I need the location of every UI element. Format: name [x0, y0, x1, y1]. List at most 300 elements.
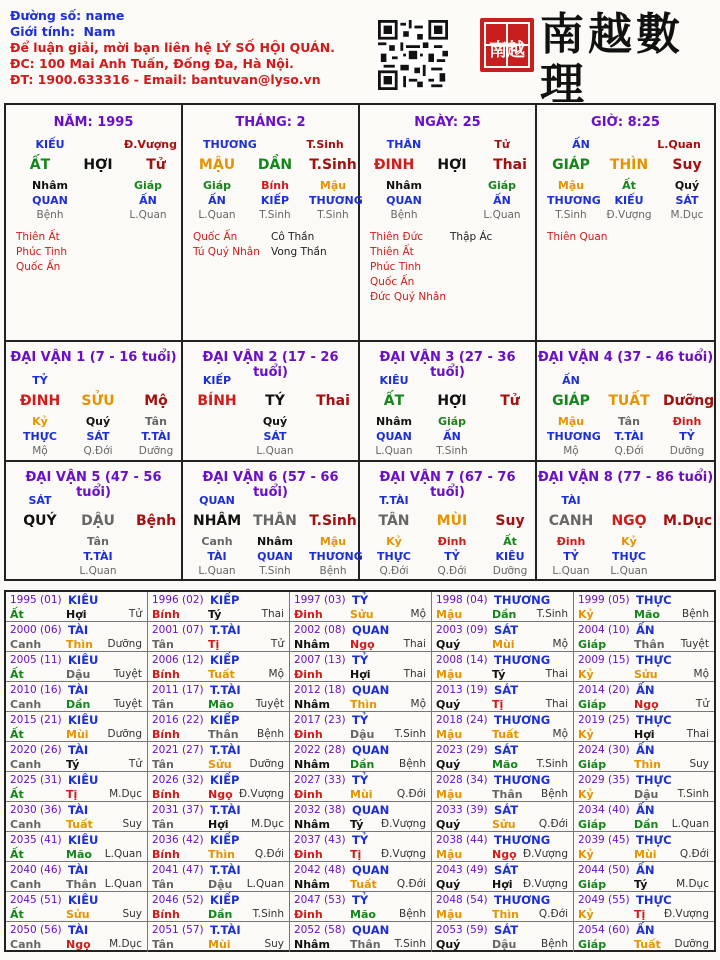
year-cell: [290, 862, 432, 892]
cell-token: Q.Đới: [379, 565, 409, 577]
year-label: 2011 (17): [152, 684, 204, 696]
year-phase: M.Dục: [109, 938, 142, 950]
cell-token: Quý: [85, 415, 111, 428]
year-phase: Đ.Vượng: [238, 788, 284, 800]
cell-token: T.Sinh: [309, 513, 357, 529]
pillar-cell: [360, 105, 537, 342]
cell-token: ẤN: [139, 194, 157, 207]
year-cell: [574, 682, 714, 712]
special-star: Thiên Quan: [547, 231, 608, 243]
dai-van-cell: [183, 342, 360, 462]
year-label: 1999 (05): [578, 594, 630, 606]
year-phase: Q.Đới: [679, 848, 709, 860]
year-stem: Canh: [10, 818, 42, 831]
cell-token: Dưỡng: [669, 445, 705, 457]
cell-token: T.Sinh: [259, 209, 291, 221]
year-star: SÁT: [494, 863, 519, 877]
cell-token: Tử: [500, 393, 520, 409]
year-star: TÀI: [68, 683, 89, 697]
dai-van-cell: [6, 342, 183, 462]
dai-van-star: T.TÀI: [379, 494, 409, 507]
cell-token: M.Dục: [670, 209, 704, 221]
year-branch: Mão: [66, 848, 92, 861]
year-branch: Sửu: [492, 818, 516, 831]
cell-token: KIẾP: [260, 194, 290, 207]
year-star: T.TÀI: [210, 623, 241, 637]
year-stem: Bính: [152, 608, 180, 621]
special-star: Thiên Ất: [370, 246, 414, 258]
cell-token: Mộ: [32, 445, 48, 457]
cell-token: SÁT: [86, 430, 110, 443]
year-cell: [574, 802, 714, 832]
year-branch: Dần: [66, 698, 91, 711]
dai-van-cell: [537, 342, 714, 462]
year-phase: Bệnh: [399, 758, 426, 770]
year-branch: Dậu: [492, 938, 517, 951]
year-phase: M.Dục: [109, 788, 142, 800]
dai-van-title: ĐẠI VẬN 5 (47 - 56 tuổi): [25, 470, 162, 500]
dai-van-title: ĐẠI VẬN 2 (17 - 26 tuổi): [202, 350, 339, 380]
year-branch: Tuất: [492, 728, 519, 741]
year-star: THỰC: [636, 893, 672, 907]
year-cell: [432, 892, 574, 922]
year-branch: Tý: [634, 878, 648, 891]
year-branch: Dậu: [350, 728, 375, 741]
year-star: ẤN: [636, 683, 655, 697]
year-stem: Ất: [10, 788, 24, 801]
cell-token: Thai: [316, 393, 350, 409]
year-stem: Giáp: [578, 638, 607, 651]
cell-token: Q.Đới: [437, 565, 467, 577]
year-label: 2014 (20): [578, 684, 630, 696]
year-phase: T.Sinh: [394, 938, 426, 950]
year-branch: Dần: [634, 818, 659, 831]
year-cell: [6, 712, 148, 742]
cell-token: Suy: [495, 513, 525, 529]
year-star: QUAN: [352, 923, 390, 937]
year-stem: Bính: [152, 728, 180, 741]
cell-token: GIÁP: [552, 157, 590, 173]
year-label: 2023 (29): [436, 744, 488, 756]
year-cell: [432, 802, 574, 832]
gender-label: Giới tính:: [10, 24, 75, 39]
year-phase: Mộ: [552, 638, 568, 650]
year-cell: [574, 742, 714, 772]
year-stem: Canh: [10, 698, 42, 711]
year-label: 2048 (54): [436, 894, 488, 906]
cell-token: THƯƠNG: [547, 194, 601, 207]
year-label: 2052 (58): [294, 924, 346, 936]
year-phase: L.Quan: [104, 878, 142, 890]
year-label: 2004 (10): [578, 624, 630, 636]
year-star: THỰC: [636, 593, 672, 607]
year-stem: Kỷ: [578, 728, 594, 741]
year-star: THƯƠNG: [494, 833, 551, 847]
cell-token: THỰC: [612, 550, 646, 563]
year-branch: Dần: [492, 608, 517, 621]
year-star: QUAN: [352, 803, 390, 817]
year-cell: [148, 862, 290, 892]
year-branch: Tị: [66, 788, 78, 801]
cell-token: Kỷ: [621, 535, 637, 548]
year-label: 2022 (28): [294, 744, 346, 756]
year-star: T.TÀI: [210, 683, 241, 697]
year-branch: Thân: [492, 788, 523, 801]
pillar-title: THÁNG: 2: [235, 115, 306, 130]
year-stem: Đinh: [294, 668, 323, 681]
special-star: Đức Quý Nhân: [370, 291, 446, 303]
year-phase: Suy: [122, 818, 142, 830]
year-stem: Nhâm: [294, 638, 330, 651]
cell-token: TÀI: [207, 550, 227, 563]
year-label: 2045 (51): [10, 894, 62, 906]
year-label: 2005 (11): [10, 654, 62, 666]
cell-token: Bệnh: [319, 565, 347, 577]
year-phase: Thai: [261, 608, 284, 620]
cell-token: THỰC: [23, 430, 57, 443]
pillar-cell: [183, 105, 363, 342]
year-cell: [290, 922, 432, 952]
year-cell: [432, 682, 574, 712]
cell-token: QUAN: [257, 550, 293, 563]
cell-token: T.TÀI: [614, 430, 644, 443]
year-stem: Mậu: [436, 908, 463, 921]
special-star: Quốc Ấn: [16, 261, 61, 273]
cell-token: L.Quan: [375, 445, 413, 457]
year-cell: [290, 682, 432, 712]
cell-token: L.Quan: [610, 565, 648, 577]
dai-van-cell: [183, 462, 363, 579]
year-star: KIÊU: [68, 593, 99, 607]
cell-token: T.Sinh: [309, 157, 357, 173]
year-label: 2003 (09): [436, 624, 488, 636]
cell-token: Dưỡng: [138, 445, 174, 457]
year-phase: Bệnh: [399, 908, 426, 920]
year-label: 2043 (49): [436, 864, 488, 876]
year-label: 2001 (07): [152, 624, 204, 636]
year-stem: Bính: [152, 788, 180, 801]
year-branch: Mùi: [208, 938, 231, 951]
year-star: KIÊU: [68, 833, 99, 847]
cell-token: TỶ: [563, 550, 579, 563]
year-star: TÀI: [68, 803, 89, 817]
cell-token: ẤN: [572, 138, 590, 151]
cell-token: Thai: [493, 157, 527, 173]
year-label: 1996 (02): [152, 594, 204, 606]
cell-token: T.TÀI: [141, 430, 171, 443]
cell-token: HỢI: [83, 157, 113, 173]
year-stem: Mậu: [436, 728, 463, 741]
year-label: 1997 (03): [294, 594, 346, 606]
year-phase: Tử: [270, 638, 284, 650]
year-stem: Canh: [10, 938, 42, 951]
year-star: ẤN: [636, 923, 655, 937]
year-label: 2000 (06): [10, 624, 62, 636]
special-star: Thiên Ất: [16, 231, 60, 243]
year-star: THƯƠNG: [494, 593, 551, 607]
year-label: 2032 (38): [294, 804, 346, 816]
cell-token: ĐINH: [373, 157, 415, 173]
dai-van-star: QUAN: [199, 494, 235, 507]
cell-token: KIẾU: [35, 138, 65, 151]
year-phase: Dưỡng: [107, 728, 142, 740]
gender-value: Nam: [83, 24, 116, 39]
cell-token: ẤT: [383, 393, 405, 409]
special-stars-col1: [370, 230, 446, 305]
cell-token: Tân: [618, 415, 640, 428]
cell-token: TÂN: [378, 513, 410, 529]
year-star: TỶ: [352, 893, 369, 907]
address-line: ĐC: 100 Mai Anh Tuấn, Đống Đa, Hà Nội.: [10, 56, 294, 71]
year-phase: Mộ: [410, 608, 426, 620]
year-label: 2031 (37): [152, 804, 204, 816]
cell-token: ẤT: [29, 157, 51, 173]
cell-token: THÂN: [253, 513, 297, 529]
year-label: 2037 (43): [294, 834, 346, 846]
year-stem: Quý: [436, 698, 461, 711]
year-star: KIÊU: [68, 713, 99, 727]
year-branch: Thìn: [208, 848, 235, 861]
year-stem: Nhâm: [294, 878, 330, 891]
year-phase: T.Sinh: [536, 608, 568, 620]
special-star: Vong Thần: [271, 246, 327, 258]
cell-token: Giáp: [133, 179, 163, 192]
year-phase: L.Quan: [104, 848, 142, 860]
year-cell: [148, 802, 290, 832]
year-star: SÁT: [494, 623, 519, 637]
cell-token: NGỌ: [611, 513, 647, 529]
year-cell: [432, 862, 574, 892]
pillar-title: NGÀY: 25: [414, 115, 481, 130]
year-cell: [148, 682, 290, 712]
year-label: 2002 (08): [294, 624, 346, 636]
year-star: T.TÀI: [210, 923, 241, 937]
year-star: KIẾP: [210, 653, 240, 667]
year-branch: Dần: [208, 908, 233, 921]
cell-token: L.Quan: [129, 209, 167, 221]
year-branch: Tý: [350, 818, 364, 831]
year-stem: Quý: [436, 878, 461, 891]
cell-token: SÁT: [675, 194, 699, 207]
year-branch: Thân: [208, 728, 239, 741]
year-stem: Canh: [10, 878, 42, 891]
year-label: 2016 (22): [152, 714, 204, 726]
year-label: 2033 (39): [436, 804, 488, 816]
name-value: name: [85, 8, 125, 23]
year-star: TỶ: [352, 653, 369, 667]
four-pillars-grid: [4, 103, 716, 581]
year-phase: Suy: [689, 758, 709, 770]
dai-van-star: SÁT: [28, 494, 52, 507]
year-cell: [6, 652, 148, 682]
year-branch: Sửu: [350, 608, 374, 621]
cell-token: Tân: [145, 415, 167, 428]
dai-van-cell: [6, 462, 183, 579]
year-cell: [432, 772, 574, 802]
cell-token: Đinh: [437, 535, 467, 548]
cell-token: Đinh: [556, 535, 586, 548]
year-phase: Q.Đới: [396, 788, 426, 800]
year-stem: Ất: [10, 668, 24, 681]
year-cell: [6, 892, 148, 922]
cell-token: QUÝ: [23, 513, 57, 529]
year-phase: Bệnh: [541, 788, 568, 800]
year-star: TÀI: [68, 623, 89, 637]
year-branch: Tý: [66, 758, 80, 771]
year-stem: Ất: [10, 728, 24, 741]
year-star: KIẾP: [210, 713, 240, 727]
year-star: TÀI: [68, 923, 89, 937]
year-star: SÁT: [494, 923, 519, 937]
year-label: 2046 (52): [152, 894, 204, 906]
year-label: 2024 (30): [578, 744, 630, 756]
year-cell: [6, 682, 148, 712]
cell-token: Suy: [672, 157, 702, 173]
year-cell: [432, 652, 574, 682]
year-phase: T.Sinh: [394, 728, 426, 740]
year-stem: Ất: [10, 608, 24, 621]
year-stem: Tân: [152, 938, 174, 951]
cell-token: T.Sinh: [306, 138, 344, 151]
cell-token: Bệnh: [135, 513, 177, 529]
year-cell: [148, 922, 290, 952]
cell-token: TUẤT: [608, 393, 650, 409]
year-branch: Tý: [492, 668, 506, 681]
year-stem: Nhâm: [294, 698, 330, 711]
cell-token: T.Sinh: [436, 445, 468, 457]
year-phase: Tuyệt: [680, 638, 709, 650]
year-stem: Tân: [152, 878, 174, 891]
year-cell: [148, 652, 290, 682]
cell-token: T.Sinh: [555, 209, 587, 221]
year-cell: [574, 922, 714, 952]
year-star: TÀI: [68, 743, 89, 757]
year-cell: [148, 772, 290, 802]
year-star: T.TÀI: [210, 863, 241, 877]
year-phase: Mộ: [693, 668, 709, 680]
year-branch: Thìn: [634, 758, 661, 771]
cell-token: Mậu: [557, 179, 585, 192]
year-branch: Tị: [492, 698, 504, 711]
cell-token: SỬU: [81, 393, 115, 409]
year-phase: M.Dục: [251, 818, 284, 830]
year-label: 2054 (60): [578, 924, 630, 936]
cell-token: THƯƠNG: [309, 550, 363, 563]
year-star: KIÊU: [68, 773, 99, 787]
cell-token: Mậu: [557, 415, 585, 428]
year-label: 1995 (01): [10, 594, 62, 606]
year-star: TỶ: [352, 773, 369, 787]
year-phase: Mộ: [552, 728, 568, 740]
cell-token: Nhâm: [32, 179, 68, 192]
year-label: 2050 (56): [10, 924, 62, 936]
cell-token: Đ.Vượng: [606, 209, 652, 221]
cell-token: Mậu: [319, 535, 347, 548]
cell-token: TÝ: [265, 393, 285, 409]
year-phase: Bệnh: [257, 728, 284, 740]
year-star: QUAN: [352, 743, 390, 757]
year-phase: Tử: [695, 698, 709, 710]
year-star: QUAN: [352, 863, 390, 877]
year-stem: Tân: [152, 638, 174, 651]
year-stem: Đinh: [294, 608, 323, 621]
year-label: 1998 (04): [436, 594, 488, 606]
year-branch: Sửu: [208, 758, 232, 771]
year-label: 2028 (34): [436, 774, 488, 786]
cell-token: Canh: [201, 535, 233, 548]
year-label: 2038 (44): [436, 834, 488, 846]
special-stars-col1: [547, 230, 607, 245]
cell-token: SÁT: [263, 430, 287, 443]
year-label: 2053 (59): [436, 924, 488, 936]
year-star: KIÊU: [68, 653, 99, 667]
pillar-cell: [6, 105, 183, 342]
year-cell: [432, 712, 574, 742]
year-branch: Thân: [634, 638, 665, 651]
year-stem: Tân: [152, 698, 174, 711]
year-cell: [290, 832, 432, 862]
special-star: Tú Quý Nhân: [193, 246, 260, 258]
year-cell: [432, 592, 574, 622]
year-branch: Thìn: [350, 698, 377, 711]
year-cell: [432, 622, 574, 652]
year-phase: Thai: [403, 638, 426, 650]
year-phase: Dưỡng: [249, 758, 284, 770]
year-phase: M.Dục: [676, 878, 709, 890]
year-label: 2042 (48): [294, 864, 346, 876]
year-branch: Tuất: [634, 938, 661, 951]
year-cell: [148, 892, 290, 922]
dai-van-star: ẤN: [562, 374, 580, 387]
dai-van-cell: [360, 462, 537, 579]
year-star: THỰC: [636, 773, 672, 787]
year-star: THƯƠNG: [494, 713, 551, 727]
year-phase: L.Quan: [246, 878, 284, 890]
cell-token: Tử: [146, 157, 166, 173]
dai-van-title: ĐẠI VẬN 6 (57 - 66 tuổi): [202, 470, 339, 500]
year-phase: Mộ: [410, 698, 426, 710]
special-star: Quốc Ấn: [370, 276, 415, 288]
year-cell: [148, 832, 290, 862]
year-stem: Quý: [436, 818, 461, 831]
year-cell: [432, 922, 574, 952]
year-branch: Mão: [492, 758, 518, 771]
year-phase: Mộ: [268, 668, 284, 680]
year-branch: Tị: [350, 848, 362, 861]
year-phase: Tử: [128, 608, 142, 620]
year-stem: Tân: [152, 818, 174, 831]
dai-van-cell: [537, 462, 714, 579]
dai-van-title: ĐẠI VẬN 1 (7 - 16 tuổi): [10, 350, 177, 365]
year-label: 2020 (26): [10, 744, 62, 756]
cell-token: MÙI: [436, 513, 468, 529]
year-label: 2025 (31): [10, 774, 62, 786]
year-branch: Hợi: [492, 878, 513, 891]
year-star: KIẾP: [210, 593, 240, 607]
year-branch: Thân: [66, 878, 97, 891]
year-star: ẤN: [636, 803, 655, 817]
year-star: T.TÀI: [210, 803, 241, 817]
cell-token: Kỷ: [32, 415, 48, 428]
cell-token: NHÂM: [193, 513, 242, 529]
special-stars-col2: [271, 230, 327, 260]
year-cell: [148, 622, 290, 652]
year-cell: [290, 892, 432, 922]
cell-token: Ất: [622, 179, 636, 192]
year-branch: Ngọ: [66, 938, 91, 951]
special-star: Thập Ác: [450, 231, 493, 243]
cell-token: Tân: [87, 535, 109, 548]
